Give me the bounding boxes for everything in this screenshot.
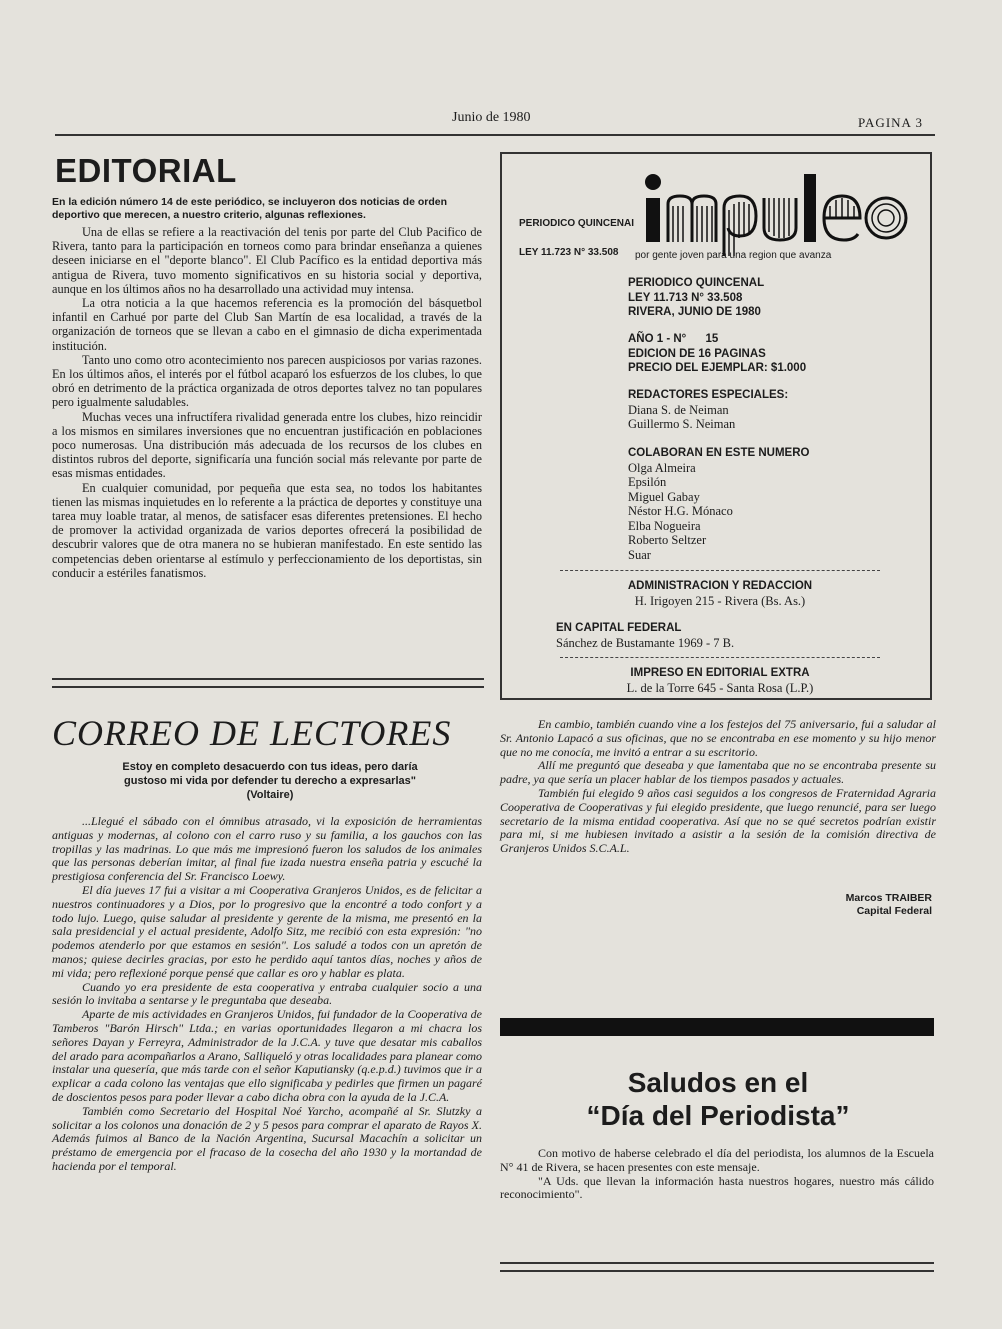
saludos-paragraph: "A Uds. que llevan la información hasta nuestros hogares, nuestro más cálido reconocimiento". bbox=[500, 1173, 934, 1202]
admin-address: H. Irigoyen 215 - Rivera (Bs. As.) bbox=[634, 593, 806, 608]
masthead-ley: LEY 11.723 N° 33.508 bbox=[519, 247, 619, 258]
editorial-bottom-rule bbox=[52, 678, 484, 688]
colaboran-title: COLABORAN EN ESTE NUMERO bbox=[628, 447, 810, 459]
saludos-black-bar bbox=[500, 1018, 934, 1036]
capital-address: Sánchez de Bustamante 1969 - 7 B. bbox=[556, 635, 735, 650]
editorial-body bbox=[52, 225, 482, 657]
masthead-info bbox=[628, 276, 928, 320]
editorial-paragraph: Tanto uno como otro acontecimiento nos parecen auspiciosos por varias razones. En los últimos años, el interés por el fútbol acaparó los esfuerzos de los clubes, lo que obró en detrimento de la práctica organizada de otros deportes talvez no tan populares pero igualmente saludables. bbox=[52, 352, 482, 410]
signature-place: Capital Federal bbox=[856, 905, 932, 917]
page-number: PAGINA 3 bbox=[858, 115, 923, 130]
colaborador-name: Roberto Seltzer bbox=[628, 533, 707, 547]
saludos-paragraph: Con motivo de haberse celebrado el día del periodista, los alumnos de la Escuela N° 41 de Rivera, se hacen presentes con este mensaje. bbox=[500, 1146, 934, 1174]
saludos-title bbox=[500, 1066, 936, 1132]
impreso-title: IMPRESO EN EDITORIAL EXTRA bbox=[630, 667, 810, 679]
correo-right-paragraph: Allí me preguntó que deseaba y que lamentaba que no se encontraba presente su padre, ya que sería un placer hablar de los tiempos pasados y actuales. bbox=[500, 758, 936, 787]
correo-continuation bbox=[500, 718, 936, 856]
capital-block bbox=[556, 621, 856, 650]
correo-paragraph: El día jueves 17 fui a visitar a mi Cooperativa Granjeros Unidos, es de felicitar a nuestros continuadores y a Dios, por lo progresivo que la encontré a todo confort y a todo lujo. Luego, quise saludar al presidente y gerente de la misma, me presentó en la sala presidencial y el actual presidente, Adolfo Sitz, me recibió con esta expresión: "no podemos atenderlo por que estamos en sesión". Los saludé a todos con un apretón de manos; quiese decirles gracias, por esto he perdido aquí tantos días, noches y años de mi vida; pero reflexioné porque pensé que callar es oro y hablar es plata. bbox=[52, 882, 482, 980]
editorial-paragraph: Una de ellas se refiere a la reactivación del tenis por parte del Club Pacifico de Rivera, tanto para la participación en torneos como para brindar enseñanza a quienes deseen iniciarse en el "deporte blanco". El Club Pacífico es la entidad deportiva más antigua de Rivera, tuvo momento significativos en su historia social y deportiva, aunque en los últimos años no ha desarrollado una actividad muy intensa. bbox=[52, 225, 482, 296]
masthead-info-line: LEY 11.713 N° 33.508 bbox=[628, 291, 743, 304]
editorial-paragraph: En cualquier comunidad, por pequeña que esta sea, no todos los habitantes tienen las mismas inquietudes en lo referente a la práctica de deportes y constituye una tarea muy loable tratar, al menos, de satisfacer esas diferentes pretensiones. El hecho de promover la actividad organizada de varios deportes ofrecerá la posibilidad de descubrir valores que de otra manera no se hubieran manifestado. En este sentido las competencias deben orientarse al estímulo y perfeccionamiento de los deportistas, sin conducir a estériles fanatismos. bbox=[52, 480, 482, 580]
colaborador-name: Suar bbox=[628, 547, 651, 562]
admin-title: ADMINISTRACION Y REDACCION bbox=[627, 580, 813, 592]
correo-body bbox=[52, 815, 482, 1174]
correo-right-paragraph: En cambio, también cuando vine a los festejos del 75 aniversario, fui a saludar al Sr. Antonio Lapacó a sus oficinas, que no se encontraba en ese momento y su hijo menor que no me conocía, me invitó a entrar a su escritorio. bbox=[500, 717, 936, 759]
correo-quote: Estoy en completo desacuerdo con tus ideas, pero daría gustoso mi vida por defender tu derecho a expresarlas" (Voltaire) bbox=[122, 761, 418, 801]
colaborador-name: Olga Almeira bbox=[628, 460, 696, 475]
redactor-name: Guillermo S. Neiman bbox=[628, 417, 736, 431]
masthead-edition bbox=[628, 332, 928, 376]
colaborador-name: Néstor H.G. Mónaco bbox=[628, 504, 733, 518]
masthead-info-line: PERIODICO QUINCENAL bbox=[628, 277, 765, 289]
saludos-title-line: Saludos en el bbox=[627, 1067, 809, 1098]
correo-paragraph: ...Llegué el sábado con el ómnibus atrasado, vi la exposición de herramientas antiguas y modernas, al colono con el carro ruso y su familia, a los gauchos con las tropillas y las madrinas. Lo que más me impresionó fueron los saludos de los animales que las personas deberían imitar, al final fue izada nuestra enseña patria y escuché la prestigiosa conferencia del Sr. Francisco Loewy. bbox=[52, 814, 482, 884]
correo-paragraph: Aparte de mis actividades en Granjeros Unidos, fui fundador de la Cooperativa de Tamberos "Barón Hirsch" Ltda.; en varias oportunidades llegaron a mi chacra los señores Dayan y Ferreyra, Administrador de la J.C.A. y tuve que desatar mis caballos del arado para acompañarlos a Arano, Salliqueló y otras localidades para planear como instalar una quesería, que más tarde con el señor Kaputiansky (q.e.p.d.) tuvimos que ir a explicar a cada colono las ventajas que ello significaba y pedirles que firmen un pagaré de doscientos pesos para poder llevar a cabo dicha obra con la ayuda de la J.C.A. bbox=[52, 1007, 482, 1104]
redactores-title: REDACTORES ESPECIALES: bbox=[628, 389, 789, 401]
correo-title: CORREO DE LECTORES bbox=[52, 713, 452, 753]
impreso-block bbox=[560, 666, 880, 695]
edition-number: AÑO 1 - N° 15 bbox=[628, 333, 719, 345]
colaborador-name: Epsilón bbox=[628, 475, 667, 489]
colaboran-block bbox=[628, 446, 928, 562]
correo-paragraph: Cuando yo era presidente de esta cooperativa y entraba cualquier socio a una sesión lo invitaba a sentarse y le preguntaba que deseaba. bbox=[52, 979, 482, 1008]
admin-block bbox=[560, 579, 880, 608]
logo-tagline: por gente joven para una region que avanza bbox=[635, 250, 832, 261]
edition-price: PRECIO DEL EJEMPLAR: $1.000 bbox=[628, 362, 807, 374]
capital-title: EN CAPITAL FEDERAL bbox=[556, 622, 682, 634]
colaborador-name: Elba Nogueira bbox=[628, 518, 701, 533]
correo-signature bbox=[790, 892, 932, 918]
issue-date: Junio de 1980 bbox=[452, 110, 531, 125]
impulso-logo bbox=[640, 168, 910, 258]
masthead-divider bbox=[560, 657, 880, 658]
editorial-lead: En la edición número 14 de este periódico, se incluyeron dos noticias de orden deportivo que merecen, a nuestro criterio, algunas reflexiones. bbox=[52, 196, 448, 221]
masthead-quincenal: PERIODICO QUINCENAI bbox=[519, 218, 635, 229]
editorial-paragraph: La otra noticia a la que hacemos referencia es la promoción del básquetbol infantil en Carhué por parte del Club San Martín de esa localidad, a través de la organización de torneos que se llevan a cabo en el gimnasio de dicha experimentada institución. bbox=[52, 296, 482, 353]
editorial-title: EDITORIAL bbox=[55, 152, 237, 189]
masthead-info-line: RIVERA, JUNIO DE 1980 bbox=[628, 306, 761, 318]
correo-right-paragraph: También fui elegido 9 años casi seguidos a los congresos de Fraternidad Agraria Cooperativa de Cooperativas y fui elegido presidente, que luego renuncié, para ser luego secretario de la misma entidad cooperativa. Así que no se qué secretos podrían existir para mi, si me hubiesen invitado a asistir a la sesión de la comisión directiva de Granjeros Unidos S.C.A.L. bbox=[500, 785, 936, 856]
edition-pages: EDICION DE 16 PAGINAS bbox=[628, 347, 766, 360]
redactor-name: Diana S. de Neiman bbox=[628, 402, 729, 417]
editorial-paragraph: Muchas veces una infructífera rivalidad generada entre los clubes, hizo reincidir a los mismos en similares inversiones que no encuentran justificación en poblaciones poco numerosas. Una distribución más adecuada de los recursos de los clubes en distintos rubros del deporte, significaría una función social más relevante por parte de esas mismas entidades. bbox=[52, 409, 482, 481]
colaborador-name: Miguel Gabay bbox=[628, 489, 700, 504]
correo-paragraph: También como Secretario del Hospital Noé Yarcho, acompañé al Sr. Slutzky a solicitar a los colonos una donación de 2 y 5 pesos para comprar el aparato de Rayos X. Además fuimos al Banco de la Nación Argentina, Sucursal Macachín a solicitar un préstamo de emergencia por el fracaso de la cosecha del año 1930 y la mortandad de hacienda por el temporal. bbox=[52, 1103, 482, 1173]
masthead-divider bbox=[560, 570, 880, 571]
saludos-bottom-rule bbox=[500, 1262, 934, 1272]
signature-name: Marcos TRAIBER bbox=[845, 892, 932, 904]
header-rule bbox=[55, 134, 935, 136]
impreso-address: L. de la Torre 645 - Santa Rosa (L.P.) bbox=[626, 680, 814, 695]
saludos-title-line: “Día del Periodista” bbox=[586, 1100, 850, 1131]
saludos-body bbox=[500, 1147, 934, 1202]
redactores-block bbox=[628, 388, 928, 432]
